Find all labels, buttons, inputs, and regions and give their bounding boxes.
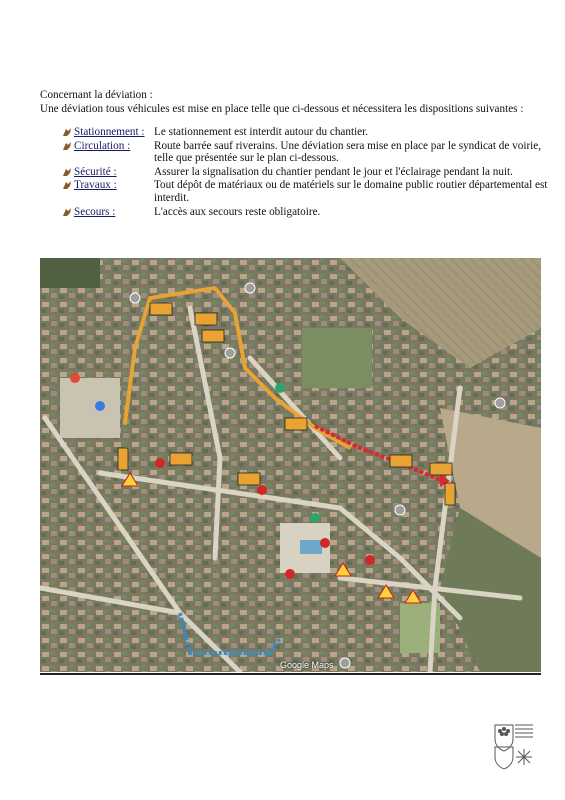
item-desc: L'accès aux secours reste obligatoire.	[154, 205, 321, 218]
list-item	[62, 166, 552, 179]
hand-bullet-icon	[62, 179, 74, 204]
list-item	[62, 206, 552, 219]
intro-heading: Concernant la déviation :	[40, 89, 153, 101]
coat-of-arms-logo	[493, 723, 535, 769]
hand-bullet-icon	[62, 126, 74, 139]
hand-bullet-icon	[62, 206, 74, 219]
item-desc: Assurer la signalisation du chantier pendant le jour et l'éclairage pendant la nuit.	[154, 165, 513, 178]
dispositions-list	[62, 126, 552, 219]
item-term: Travaux :	[74, 179, 117, 192]
separator-line	[40, 673, 541, 675]
deviation-map	[40, 258, 541, 672]
item-desc: Le stationnement est interdit autour du chantier.	[154, 126, 369, 138]
list-item	[62, 140, 552, 165]
item-term: Circulation :	[74, 139, 131, 152]
google-maps-label: Google Maps	[280, 660, 334, 670]
item-desc: Tout dépôt de matériaux ou de matériels sur le domaine public routier départemental est interdit.	[154, 179, 548, 204]
hand-bullet-icon	[62, 166, 74, 179]
item-term: Secours :	[74, 205, 116, 218]
list-item	[62, 126, 552, 139]
intro-text: Une déviation tous véhicules est mise en place telle que ci-dessous et nécessitera les dispositions suivantes :	[40, 102, 524, 115]
item-desc: Route barrée sauf riverains. Une déviation sera mise en place par le syndicat de voirie, telle que présentée sur le plan ci-dessous.	[154, 139, 542, 165]
intro	[40, 89, 550, 116]
item-term: Stationnement :	[74, 126, 145, 138]
list-item	[62, 179, 552, 204]
hand-bullet-icon	[62, 140, 74, 165]
item-term: Sécurité :	[74, 165, 117, 178]
